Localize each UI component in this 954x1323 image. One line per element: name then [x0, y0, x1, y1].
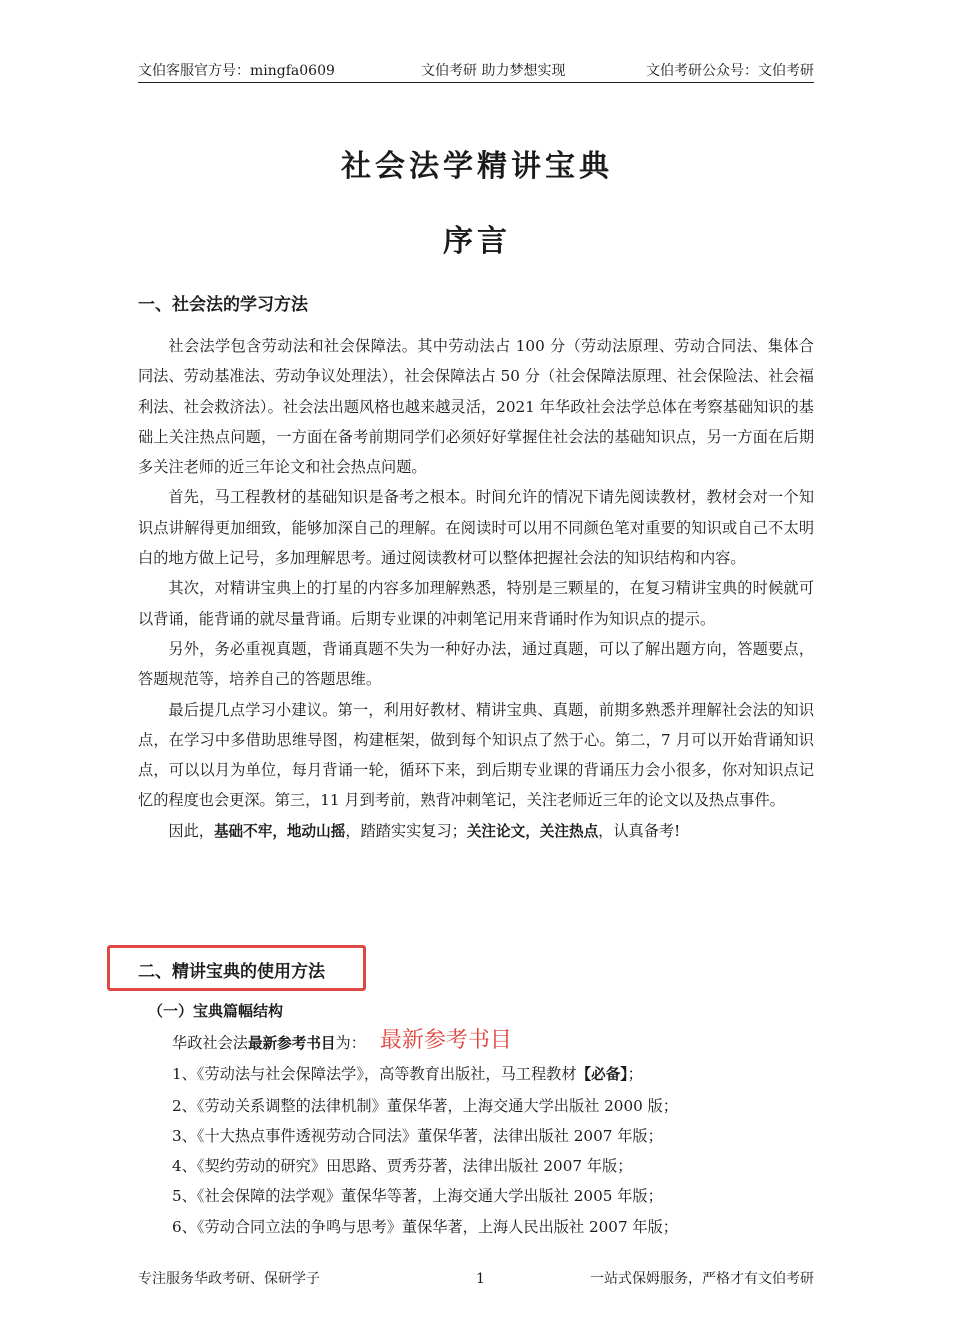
book-title: 1、《劳动法与社会保障法学》，高等教育出版社，马工程教材	[172, 1065, 577, 1084]
paragraph: 首先，马工程教材的基础知识是备考之根本。时间允许的情况下请先阅读教材，教材会对一个知识点讲解得更加细致，能够加深自己的理解。在阅读时可以用不同颜色笔对重要的知识或自己不太明白的地方做上记号，多加理解思考。通过阅读教材可以整体把握社会法的知识结构和内容。	[138, 488, 814, 568]
paragraph: 另外，务必重视真题，背诵真题不失为一种好办法，通过真题，可以了解出题方向，答题要点，答题规范等，培养自己的答题思维。	[138, 639, 814, 689]
paragraph: 社会法学包含劳动法和社会保障法。其中劳动法占 100 分（劳动法原理、劳动合同法、集体合同法、劳动基准法、劳动争议处理法），社会保障法占 50 分（社会保障法原理、社会保险法、社会福利法、社会救济法）。社会法出题风格也越来越灵活，2021 年华政社会法学总体在考察基础知识的基础上关注热点问题，一方面在备考前期同学们必须好好掌握住社会法的基础知识点，另一方面在后期多关注老师的近三年论文和社会热点问题。	[138, 337, 814, 477]
section1-body	[138, 331, 814, 847]
closing-text: ，踏踏实实复习；	[345, 821, 467, 840]
header-center: 文伯考研 助力梦想实现	[421, 63, 566, 79]
list-item: 4、《契约劳动的研究》田思路、贾秀芬著，法律出版社 2007 年版；	[172, 1157, 633, 1176]
intro-prefix: 华政社会法	[172, 1034, 248, 1052]
intro-bold: 最新参考书目	[247, 1035, 336, 1052]
list-item: 3、《十大热点事件透视劳动合同法》董保华著，法律出版社 2007 年版；	[172, 1126, 663, 1145]
header-right: 文伯考研公众号：文伯考研	[646, 63, 814, 79]
document-title: 社会法学精讲宝典	[341, 149, 613, 184]
closing-paragraph	[138, 816, 814, 847]
subsection-heading: （一）宝典篇幅结构	[148, 1002, 284, 1020]
section1-heading: 一、社会法的学习方法	[138, 295, 308, 315]
closing-text: ，认真备考!	[598, 821, 681, 840]
page-number: 1	[476, 1271, 485, 1287]
list-item	[172, 1059, 822, 1090]
closing-bold: 基础不牢，地动山摇	[213, 822, 346, 840]
list-item: 2、《劳动关系调整的法律机制》董保华著，上海交通大学出版社 2000 版；	[172, 1096, 678, 1115]
handwritten-annotation: 最新参考书目	[379, 1028, 512, 1053]
list-item: 6、《劳动合同立法的争鸣与思考》董保华著，上海人民出版社 2007 年版；	[172, 1217, 678, 1236]
required-tag: 【必备】	[576, 1066, 628, 1084]
closing-bold: 关注论文，关注热点	[466, 822, 599, 840]
list-item: 5、《社会保障的法学观》董保华等著，上海交通大学出版社 2005 年版；	[172, 1187, 663, 1206]
page-header	[138, 60, 814, 83]
book-end: ；	[627, 1065, 643, 1084]
page-footer	[138, 1268, 814, 1290]
footer-right: 一站式保姆服务，严格才有文伯考研	[590, 1271, 814, 1287]
header-left: 文伯客服官方号：mingfa0609	[138, 63, 335, 79]
paragraph: 最后提几点学习小建议。第一，利用好教材、精讲宝典、真题，前期多熟悉并理解社会法的知识点，在学习中多借助思维导图，构建框架，做到每个知识点了然于心。第二，7 月可以开始背诵知识点，可以以月为单位，每月背诵一轮，循环下来，到后期专业课的背诵压力会小很多，你对知识点记忆的程度也会更深。第三，11 月到考前，熟背冲刺笔记，关注老师近三年的论文以及热点事件。	[138, 700, 814, 810]
reference-intro	[172, 1026, 822, 1059]
paragraph: 其次，对精讲宝典上的打星的内容多加理解熟悉，特别是三颗星的，在复习精讲宝典的时候就可以背诵，能背诵的就尽量背诵。后期专业课的冲刺笔记用来背诵时作为知识点的提示。	[138, 579, 814, 628]
closing-text: 因此，	[168, 821, 214, 840]
reference-list	[172, 1026, 822, 1242]
intro-suffix: 为：	[335, 1034, 366, 1052]
section2-heading: 二、精讲宝典的使用方法	[138, 962, 325, 982]
preface-title: 序言	[443, 224, 511, 259]
footer-left: 专注服务华政考研、保研学子	[138, 1271, 320, 1287]
